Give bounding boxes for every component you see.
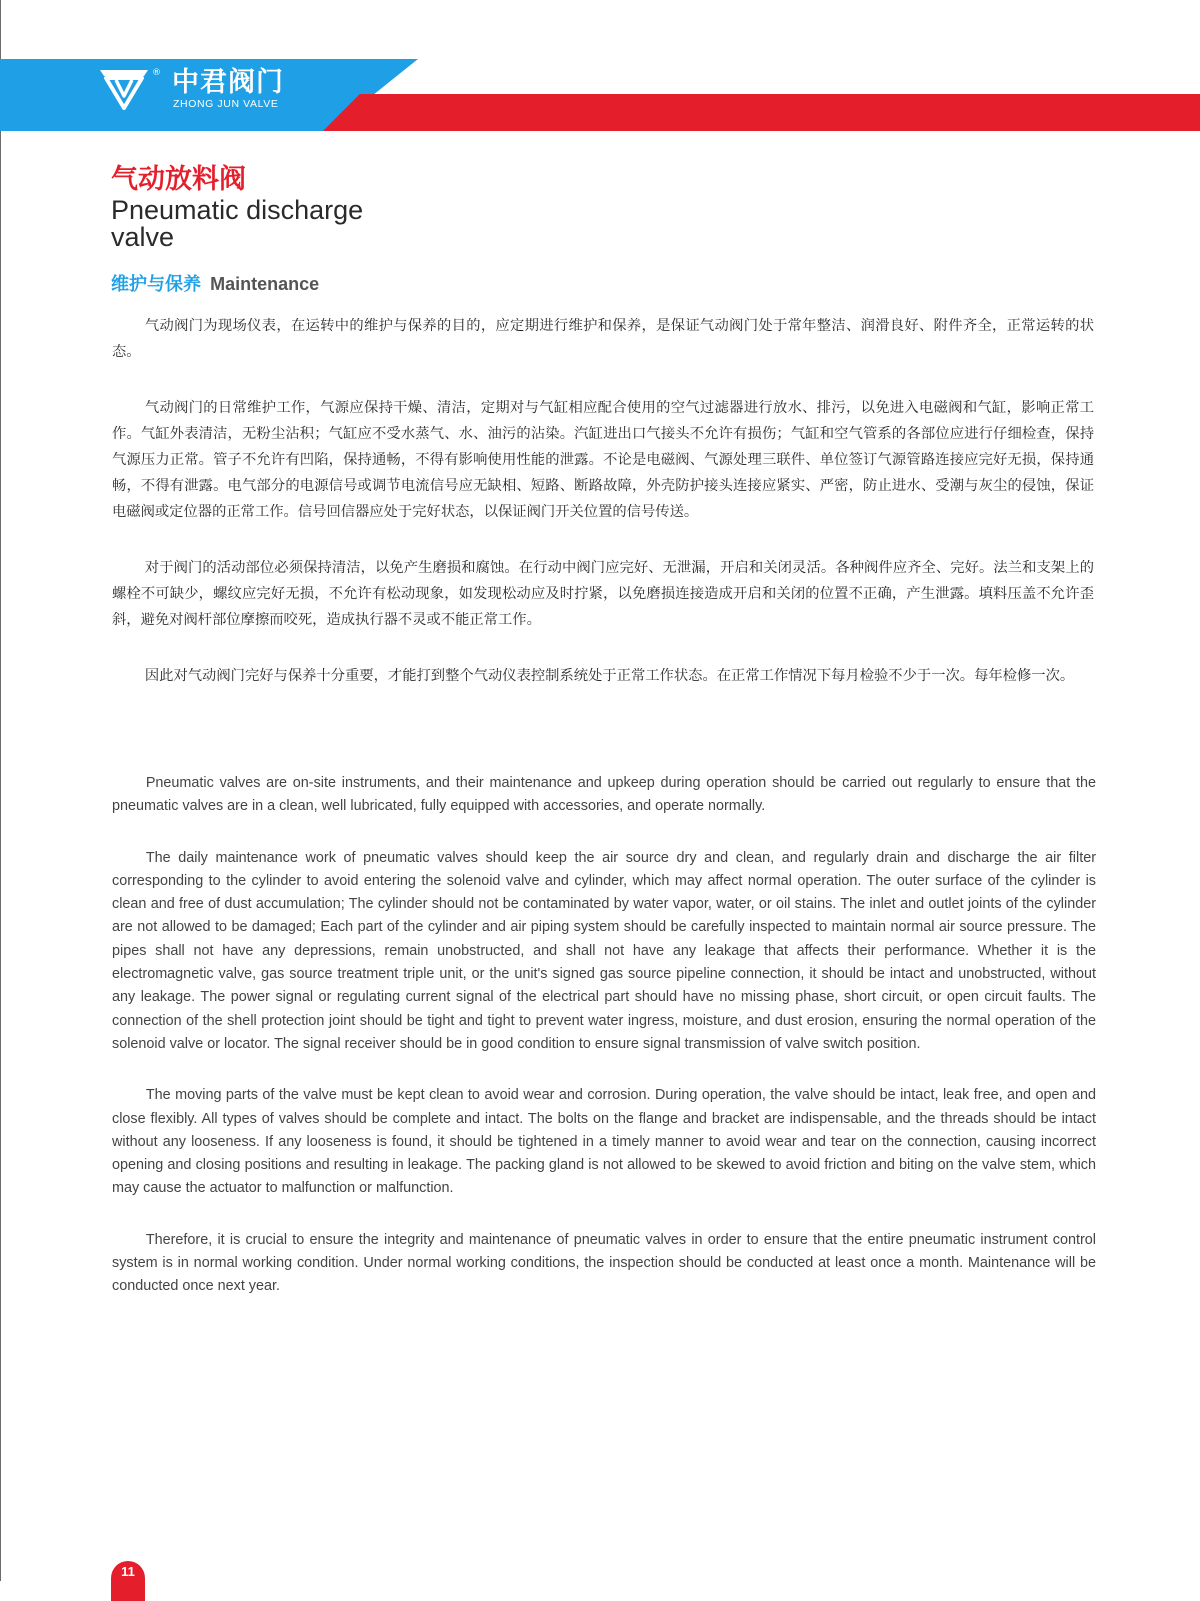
brand-name-cn: 中君阀门 [172,67,284,98]
page-title-cn: 气动放料阀 [111,164,246,195]
header-red-band [323,94,1200,131]
brand-logo [96,64,336,114]
registered-mark: ® [152,68,161,78]
chinese-body-text [112,313,1094,719]
zj-valve-logo-icon [96,66,152,112]
section-heading-cn: 维护与保养 [111,274,201,295]
page-title-en: Pneumatic discharge valve [111,195,364,252]
cn-paragraph: 气动阀门为现场仪表，在运转中的维护与保养的目的，应定期进行维护和保养，是保证气动阀门处于常年整洁、润滑良好、附件齐全，正常运转的状态。 [112,318,1094,360]
page-edge-line [0,0,1,1581]
cn-paragraph: 因此对气动阀门完好与保养十分重要，才能打到整个气动仪表控制系统处于正常工作状态。在正常工作情况下每月检验不少于一次。每年检修一次。 [144,668,1075,684]
en-paragraph: Therefore, it is crucial to ensure the integrity and maintenance of pneumatic valves in order to ensure that the entire pneumatic instrument control system is in normal working condition. Under normal working conditions, the inspection should be conducted at least once a month. Maintenance will be conducted once next year. [112,1231,1096,1295]
en-paragraph: The daily maintenance work of pneumatic valves should keep the air source dry and clean, and regularly drain and discharge the air filter corresponding to the cylinder to avoid entering the solenoid valve and cylinder, which may affect normal operation. The outer surface of the cylinder is clean and free of dust accumulation; The cylinder should not be contaminated by water vapor, water, or oil stains. The inlet and outlet joints of the cylinder are not allowed to be damaged; Each part of the cylinder and air piping system should be carefully inspected to maintain normal air source pressure. The pipes shall not have any depressions, remain unobstructed, and shall not have any leakage that affects their performance. Whether it is the electromagnetic valve, gas source treatment triple unit, or the unit's signed gas source pipeline connection, it should be intact and unobstructed, without any leakage. The power signal or regulating current signal of the electrical part should have no missing phase, short circuit, or open circuit faults. The connection of the shell protection joint should be tight and tight to prevent water ingress, moisture, and dust erosion, ensuring the normal operation of the solenoid valve or locator. The signal receiver should be in good condition to ensure signal transmission of valve switch position. [112,849,1096,1052]
page-number: 11 [111,1561,145,1601]
en-paragraph: Pneumatic valves are on-site instruments, and their maintenance and upkeep during operation should be carried out regularly to ensure that the pneumatic valves are in a clean, well lubricated, fully equipped with accessories, and operate normally. [112,775,1096,815]
english-body-text [112,772,1096,1327]
section-heading [111,270,319,296]
en-paragraph: The moving parts of the valve must be kept clean to avoid wear and corrosion. During operation, the valve should be intact, leak free, and open and close flexibly. All types of valves should be complete and intact. The bolts on the flange and bracket are indispensable, and the threads should be intact without any looseness. If any looseness is found, it should be tightened in a timely manner to avoid wear and tear on the connection, causing incorrect opening and closing positions and resulting in leakage. The packing gland is not allowed to be skewed to avoid friction and biting on the valve stem, which may cause the actuator to malfunction or malfunction. [112,1087,1096,1197]
section-heading-en: Maintenance [210,274,320,294]
brand-name-en: ZHONG JUN VALVE [173,98,279,110]
cn-paragraph: 对于阀门的活动部位必须保持清洁，以免产生磨损和腐蚀。在行动中阀门应完好、无泄漏，开启和关闭灵活。各种阀件应齐全、完好。法兰和支架上的螺栓不可缺少，螺纹应完好无损，不允许有松动现象，如发现松动应及时拧紧，以免磨损连接造成开启和关闭的位置不正确，产生泄露。填料压盖不允许歪斜，避免对阀杆部位摩擦而咬死，造成执行器不灵或不能正常工作。 [112,560,1094,628]
cn-paragraph: 气动阀门的日常维护工作，气源应保持干燥、清洁，定期对与气缸相应配合使用的空气过滤器进行放水、排污，以免进入电磁阀和气缸，影响正常工作。气缸外表清洁，无粉尘沾积；气缸应不受水蒸气、水、油污的沾染。汽缸进出口气接头不允许有损伤；气缸和空气管系的各部位应进行仔细检查，保持气源压力正常。管子不允许有凹陷，保持通畅，不得有影响使用性能的泄露。不论是电磁阀、气源处理三联件、单位签订气源管路连接应完好无损，保持通畅，不得有泄露。电气部分的电源信号或调节电流信号应无缺相、短路、断路故障，外壳防护接头连接应紧实、严密，防止进水、受潮与灰尘的侵蚀，保证电磁阀或定位器的正常工作。信号回信器应处于完好状态，以保证阀门开关位置的信号传送。 [112,400,1094,520]
